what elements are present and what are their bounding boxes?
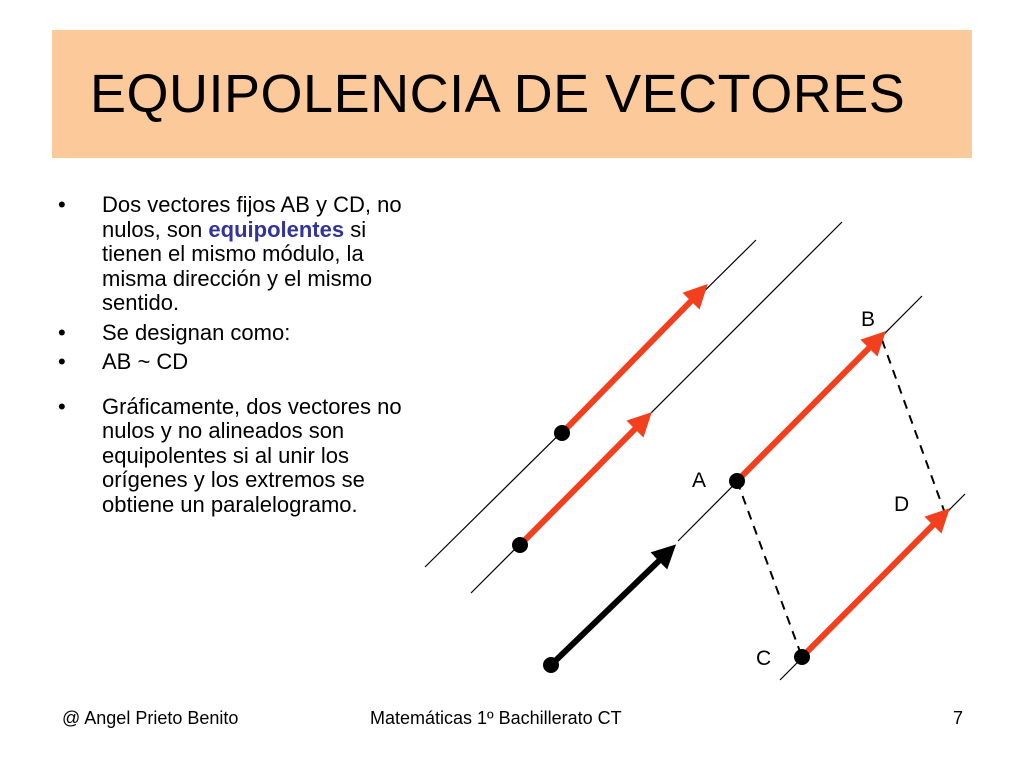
definition-text-end: si tienen el mismo módulo, la misma dirección y el mismo sentido. [102,216,373,315]
vector-cd [802,520,938,657]
origin-dot-middle-left [512,537,528,553]
vector-black [551,556,664,665]
point-c-dot [794,649,810,665]
footer-author: @ Angel Prieto Benito [62,708,239,728]
bullet-marker: • [58,393,66,419]
dashed-line-ac [737,481,802,657]
slide-title: EQUIPOLENCIA DE VECTORES [90,64,906,124]
bullet-marker: • [58,349,66,374]
label-a: A [692,469,707,492]
vector-upper-left [562,296,696,433]
point-a-dot [729,473,745,489]
origin-dot-black [543,657,559,673]
footer-page-number: 7 [953,708,964,728]
equipolentes-highlight: equipolentes [208,216,345,242]
vector-middle-left [520,424,640,545]
definition-text-start: Dos vectores fijos AB y CD, no nulos, son [102,192,402,242]
label-b: B [861,308,876,331]
designation-text: Se designan como: [102,319,291,345]
footer-course: Matemáticas 1º Bachillerato CT [370,708,622,728]
notation-text: AB ~ CD [102,349,189,374]
graphical-text: Gráficamente, dos vectores no nulos y no alineados son equipolentes si al unir los orígenes y los extremos se obtiene un paralelogramo. [102,393,402,517]
bullet-marker: • [58,192,66,217]
bullet-marker: • [58,319,66,345]
origin-dot-upper-left [554,425,570,441]
vector-ab [737,343,874,481]
label-c: C [756,647,772,670]
label-d: D [894,493,910,516]
dashed-line-bd [882,340,946,516]
